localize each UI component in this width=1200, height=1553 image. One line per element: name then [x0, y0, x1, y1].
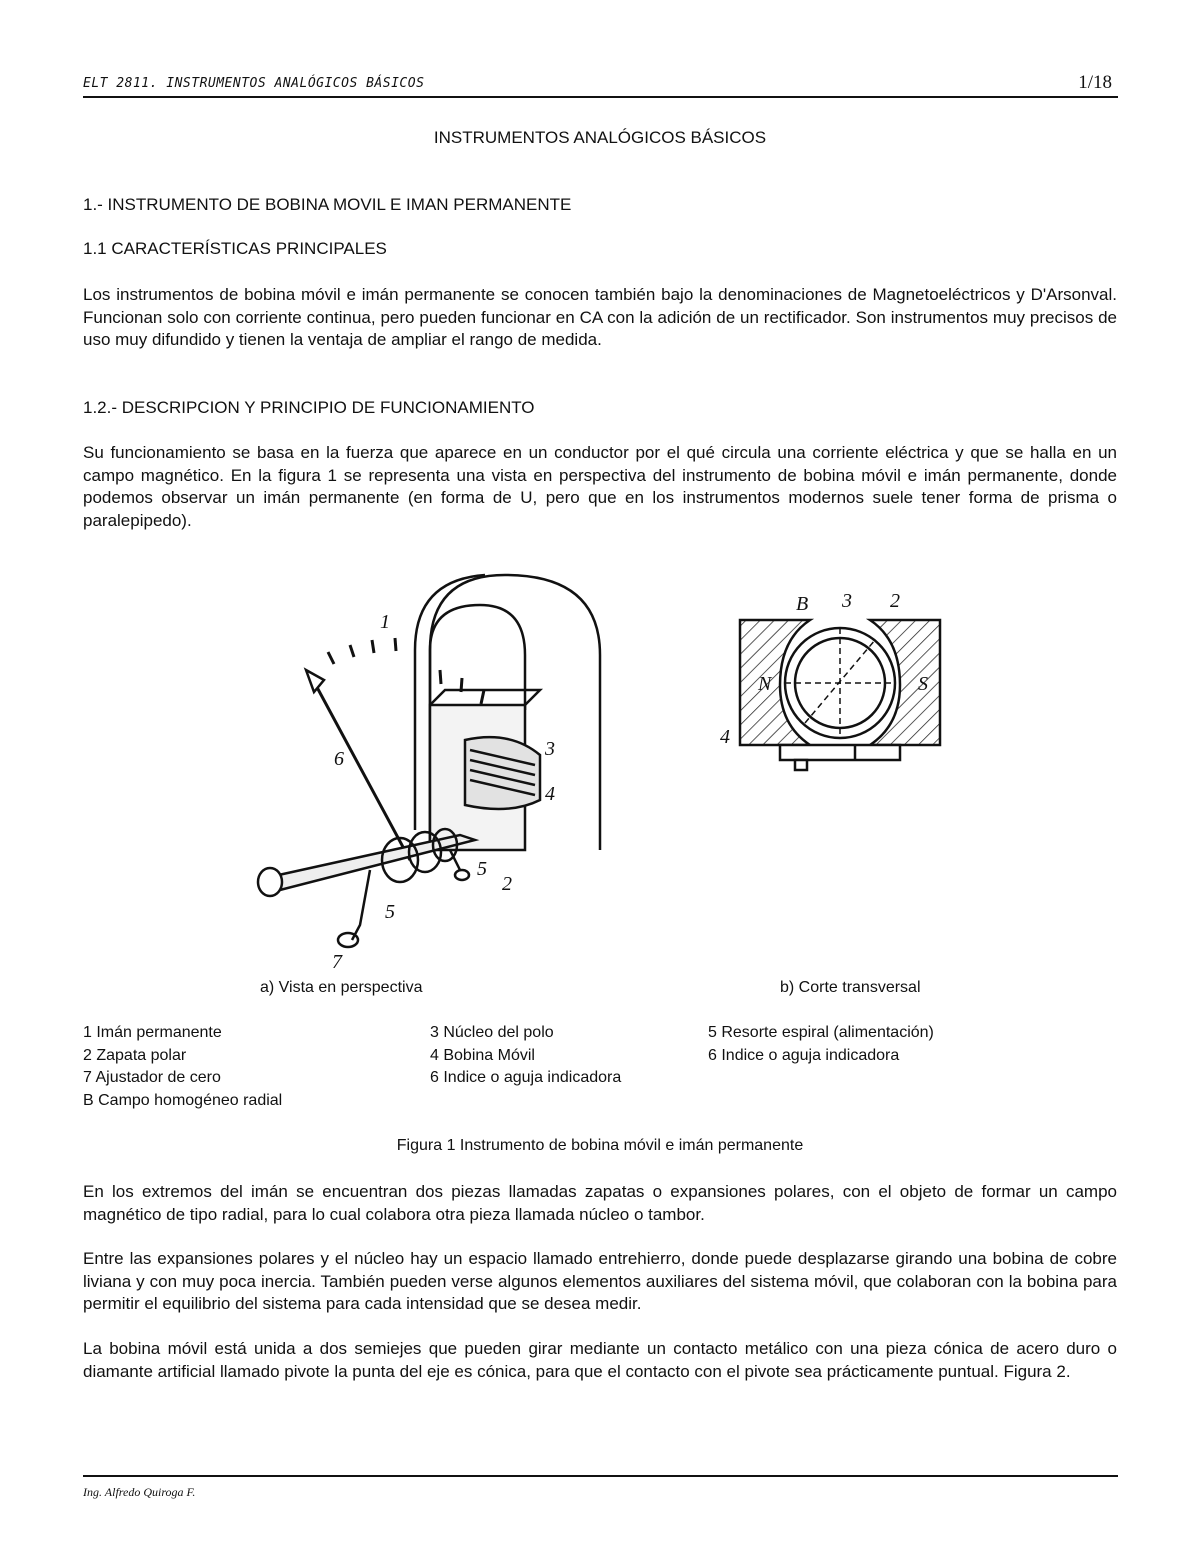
- legend-item: B Campo homogéneo radial: [83, 1091, 283, 1109]
- legend-item: 3 Núcleo del polo: [430, 1024, 554, 1041]
- label-3: 3: [545, 738, 555, 760]
- legend-item: 1 Imán permanente: [83, 1024, 222, 1041]
- label-S: S: [918, 673, 928, 695]
- caption-b: b) Corte transversal: [780, 979, 921, 996]
- legend-item: 7 Ajustador de cero: [83, 1069, 221, 1086]
- label-2: 2: [502, 873, 512, 895]
- pointer-needle: [312, 678, 410, 860]
- paragraph-pole-shoes: En los extremos del imán se encuentran dos piezas llamadas zapatas o expansiones polares, con el objeto de formar un campo magnético de tipo radial, para lo cual colabora otra pieza llamada núcleo o tambor.: [83, 1182, 1117, 1224]
- section-1-heading: 1.- INSTRUMENTO DE BOBINA MOVIL E IMAN PERMANENTE: [83, 195, 572, 214]
- header-course-title: ELT 2811. INSTRUMENTOS ANALÓGICOS BÁSICOS: [83, 76, 425, 91]
- label-2: 2: [890, 590, 900, 612]
- legend-col-2: [430, 1022, 621, 1090]
- label-6: 6: [334, 748, 344, 770]
- figure-perspective-view: [240, 560, 620, 975]
- paragraph-characteristics: Los instrumentos de bobina móvil e imán permanente se conocen también bajo la denominaciones de Magnetoeléctricos y D'Arsonval. Funcionan solo con corriente continua, pero pueden funcionar en CA con la adición de un rectificador. Son instrumentos muy precisos de uso muy difundido y tienen la ventaja de ampliar el rango de medida.: [83, 285, 1117, 349]
- paragraph-pivot: La bobina móvil está unida a dos semiejes que pueden girar mediante un contacto metálico con una pieza cónica de acero duro o diamante artificial llamado pivote la punta del eje es cónica, para que el contacto con el pivote sea prácticamente puntual. Figura 2.: [83, 1339, 1117, 1381]
- figure-caption: Figura 1 Instrumento de bobina móvil e imán permanente: [396, 1137, 804, 1154]
- zero-adjuster: [352, 870, 370, 940]
- label-5-upper: 5: [477, 858, 487, 880]
- section-1-2-heading: 1.2.- DESCRIPCION Y PRINCIPIO DE FUNCIONAMIENTO: [83, 398, 535, 417]
- label-7: 7: [332, 951, 342, 973]
- axle: [265, 835, 475, 890]
- label-5-lower: 5: [385, 901, 395, 923]
- caption-a: a) Vista en perspectiva: [260, 979, 423, 996]
- label-4: 4: [545, 783, 555, 805]
- legend-col-1: [83, 1022, 282, 1112]
- legend-item: 4 Bobina Móvil: [430, 1046, 535, 1064]
- label-1: 1: [380, 611, 390, 633]
- label-4: 4: [720, 726, 730, 748]
- label-3: 3: [842, 590, 852, 612]
- label-N: N: [758, 673, 772, 695]
- scale-marks: [328, 638, 484, 704]
- page-footer: [83, 1475, 1118, 1499]
- document-title: INSTRUMENTOS ANALÓGICOS BÁSICOS: [433, 128, 767, 147]
- paragraph-principle: Su funcionamiento se basa en la fuerza que aparece en un conductor por el qué circula una corriente eléctrica y que se halla en un campo magnético. En la figura 1 se representa una vista en perspectiva del instrumento de bobina móvil e imán permanente, donde podemos observar un imán permanente (en forma de U, pero que en los instrumentos modernos suele tener forma de prisma o paralepipedo).: [83, 443, 1117, 530]
- legend-item: 2 Zapata polar: [83, 1046, 187, 1064]
- paragraph-air-gap: Entre las expansiones polares y el núcleo hay un espacio llamado entrehierro, donde puede desplazarse girando una bobina de cobre liviana y con muy poca inercia. También pueden verse algunos elementos auxiliares del sistema móvil, que colaboran con la bobina para permitir el equilibrio del sistema para cada intensidad que se desea medir.: [83, 1249, 1117, 1313]
- figure-cross-section: [710, 585, 955, 780]
- footer-author: Ing. Alfredo Quiroga F.: [83, 1485, 196, 1499]
- section-1-1-heading: 1.1 CARACTERÍSTICAS PRINCIPALES: [83, 239, 387, 258]
- page-header: [83, 72, 1118, 98]
- legend-col-3: [708, 1022, 934, 1067]
- label-B: B: [796, 593, 809, 615]
- page-number: 1/18: [1078, 72, 1112, 93]
- legend-item: 5 Resorte espiral (alimentación): [708, 1024, 934, 1041]
- legend-item: 6 Indice o aguja indicadora: [430, 1069, 622, 1086]
- legend-item: 6 Indice o aguja indicadora: [708, 1046, 900, 1064]
